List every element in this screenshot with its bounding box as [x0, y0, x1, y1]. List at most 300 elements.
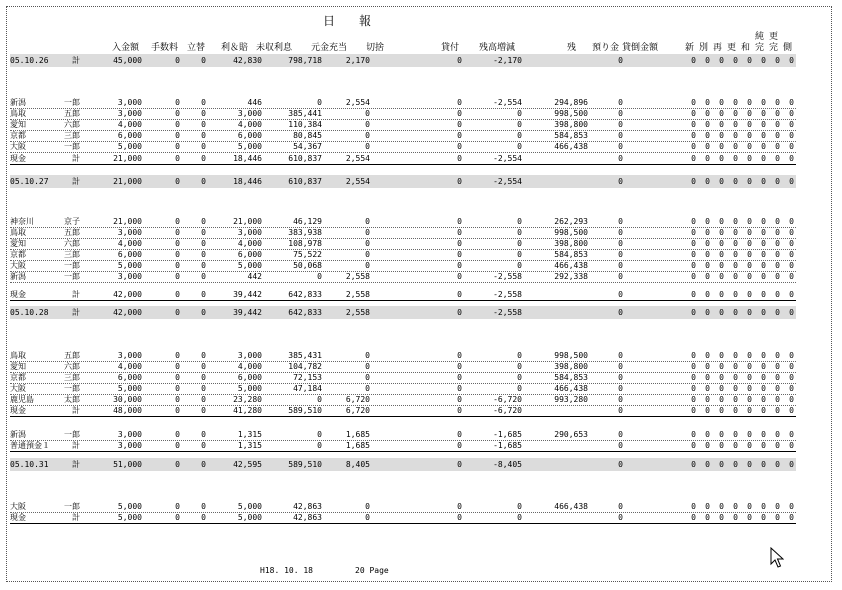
cell-loan: 0 [457, 177, 462, 186]
cell-cus: 0 [618, 154, 623, 163]
hdr-fee: 手数料 [151, 43, 179, 53]
cell-cus: 0 [618, 56, 623, 65]
cell-loan: 0 [457, 373, 462, 382]
cell-flag: 0 [691, 217, 696, 226]
cell-flag: 0 [789, 239, 794, 248]
cell-flag: 0 [775, 228, 780, 237]
cell-prin: 2,554 [345, 154, 370, 163]
cell-flag: 0 [719, 384, 724, 393]
cell-flag: 0 [789, 513, 794, 522]
cell-flag: 0 [733, 351, 738, 360]
cell-flag: 0 [789, 351, 794, 360]
cell-flag: 0 [747, 362, 752, 371]
cell-flag: 0 [719, 406, 724, 415]
cell-a: 05.10.26 [10, 56, 49, 65]
hdr-flag-upd: 更 [727, 43, 737, 53]
cell-a: 05.10.31 [10, 460, 49, 469]
cell-b: 計 [72, 154, 80, 163]
cell-flag: 0 [747, 98, 752, 107]
cell-prin: 6,720 [345, 406, 370, 415]
cell-unp: 0 [317, 441, 322, 450]
cell-flag: 0 [719, 56, 724, 65]
cell-adv: 0 [201, 460, 206, 469]
cell-dep: 42,000 [113, 308, 142, 317]
cell-adv: 0 [201, 395, 206, 404]
cell-flag: 0 [747, 142, 752, 151]
cell-flag: 0 [775, 441, 780, 450]
cell-prin: 0 [365, 261, 370, 270]
cell-flag: 0 [747, 290, 752, 299]
cell-flag: 0 [775, 290, 780, 299]
cell-chg: 0 [517, 362, 522, 371]
cell-flag: 0 [789, 142, 794, 151]
cell-flag: 0 [789, 131, 794, 140]
cell-unp: 0 [317, 98, 322, 107]
cell-flag: 0 [747, 177, 752, 186]
cell-flag: 0 [761, 384, 766, 393]
cell-adv: 0 [201, 362, 206, 371]
cell-dep: 21,000 [113, 154, 142, 163]
cell-unp: 0 [317, 272, 322, 281]
cell-prin: 2,554 [345, 98, 370, 107]
cell-bal: 466,438 [554, 384, 588, 393]
cell-a: 現金 [10, 406, 26, 415]
cell-flag: 0 [733, 290, 738, 299]
cell-flag: 0 [705, 502, 710, 511]
cell-unp: 589,510 [288, 460, 322, 469]
cell-intd: 4,000 [237, 239, 262, 248]
cell-adv: 0 [201, 120, 206, 129]
cell-intd: 446 [247, 98, 262, 107]
cell-prin: 0 [365, 131, 370, 140]
hdr-principal: 元金充当 [311, 43, 348, 53]
cell-flag: 0 [747, 217, 752, 226]
cell-a: 鳥取 [10, 351, 26, 360]
cell-b: 計 [72, 308, 80, 317]
cell-flag: 0 [747, 228, 752, 237]
cell-flag: 0 [733, 142, 738, 151]
cell-flag: 0 [761, 430, 766, 439]
cell-unp: 46,129 [293, 217, 322, 226]
cell-a: 愛知 [10, 120, 26, 129]
cell-a: 新潟 [10, 272, 26, 281]
cell-flag: 0 [691, 239, 696, 248]
cell-unp: 54,367 [293, 142, 322, 151]
cell-b: 計 [72, 441, 80, 450]
cell-a: 鳥取 [10, 228, 26, 237]
cell-adv: 0 [201, 351, 206, 360]
cell-dep: 3,000 [117, 109, 142, 118]
cell-flag: 0 [775, 217, 780, 226]
cell-intd: 5,000 [237, 513, 262, 522]
cell-intd: 6,000 [237, 373, 262, 382]
cell-dep: 3,000 [117, 228, 142, 237]
cell-adv: 0 [201, 441, 206, 450]
cell-flag: 0 [761, 308, 766, 317]
cell-b: 太郎 [64, 395, 80, 404]
cell-flag: 0 [789, 308, 794, 317]
cell-fee: 0 [175, 239, 180, 248]
cell-intd: 42,595 [233, 460, 262, 469]
cell-unp: 385,431 [288, 351, 322, 360]
cell-flag: 0 [775, 406, 780, 415]
cell-flag: 0 [733, 120, 738, 129]
cell-loan: 0 [457, 290, 462, 299]
cell-flag: 0 [705, 362, 710, 371]
cell-flag: 0 [719, 250, 724, 259]
hdr-flag-new: 新 [685, 43, 695, 53]
cell-flag: 0 [775, 502, 780, 511]
cell-intd: 18,446 [233, 177, 262, 186]
cell-flag: 0 [747, 441, 752, 450]
cell-chg: -2,558 [493, 290, 522, 299]
cell-prin: 0 [365, 109, 370, 118]
cell-flag: 0 [691, 502, 696, 511]
cell-flag: 0 [775, 351, 780, 360]
cell-flag: 0 [691, 272, 696, 281]
cell-flag: 0 [789, 290, 794, 299]
cell-loan: 0 [457, 430, 462, 439]
cell-bal: 398,800 [554, 362, 588, 371]
cell-unp: 610,837 [288, 177, 322, 186]
cell-flag: 0 [733, 98, 738, 107]
cell-fee: 0 [175, 228, 180, 237]
cell-a: 大阪 [10, 384, 26, 393]
cell-dep: 51,000 [113, 460, 142, 469]
cell-flag: 0 [719, 109, 724, 118]
cell-a: 普通預金１ [10, 441, 50, 450]
cell-flag: 0 [775, 131, 780, 140]
cell-cus: 0 [618, 217, 623, 226]
cell-intd: 41,280 [233, 406, 262, 415]
cell-fee: 0 [175, 406, 180, 415]
cell-bal: 466,438 [554, 502, 588, 511]
cell-cus: 0 [618, 120, 623, 129]
cell-flag: 0 [761, 373, 766, 382]
cell-adv: 0 [201, 384, 206, 393]
cell-b: 三郎 [64, 131, 80, 140]
cell-fee: 0 [175, 120, 180, 129]
cell-dep: 3,000 [117, 441, 142, 450]
cell-flag: 0 [761, 177, 766, 186]
cell-chg: 0 [517, 373, 522, 382]
cell-bal: 466,438 [554, 142, 588, 151]
cell-cus: 0 [618, 177, 623, 186]
cell-flag: 0 [705, 513, 710, 522]
subtotal-row [10, 405, 796, 417]
cell-flag: 0 [747, 109, 752, 118]
cell-flag: 0 [719, 351, 724, 360]
cell-flag: 0 [691, 362, 696, 371]
cell-fee: 0 [175, 384, 180, 393]
cell-a: 現金 [10, 154, 26, 163]
cell-flag: 0 [775, 308, 780, 317]
cell-chg: -1,685 [493, 430, 522, 439]
cell-prin: 6,720 [345, 395, 370, 404]
cell-intd: 442 [247, 272, 262, 281]
cell-chg: 0 [517, 228, 522, 237]
cell-flag: 0 [733, 131, 738, 140]
cell-flag: 0 [789, 373, 794, 382]
cell-flag: 0 [705, 154, 710, 163]
cell-intd: 42,830 [233, 56, 262, 65]
cell-flag: 0 [747, 250, 752, 259]
cell-unp: 42,863 [293, 513, 322, 522]
cell-flag: 0 [691, 384, 696, 393]
cell-cus: 0 [618, 142, 623, 151]
cell-flag: 0 [733, 154, 738, 163]
hdr-advance: 立替 [187, 43, 206, 53]
daily-summary-row [10, 306, 796, 319]
cell-chg: -6,720 [493, 395, 522, 404]
cell-chg: 0 [517, 513, 522, 522]
cell-a: 05.10.27 [10, 177, 49, 186]
cell-loan: 0 [457, 56, 462, 65]
cell-flag: 0 [761, 98, 766, 107]
daily-summary-row [10, 458, 796, 471]
cell-flag: 0 [691, 177, 696, 186]
cell-fee: 0 [175, 395, 180, 404]
cell-flag: 0 [789, 228, 794, 237]
cell-b: 五郎 [64, 109, 80, 118]
cell-flag: 0 [761, 272, 766, 281]
cell-fee: 0 [175, 460, 180, 469]
cell-flag: 0 [761, 56, 766, 65]
cell-flag: 0 [719, 290, 724, 299]
subtotal-row [10, 512, 796, 524]
cell-loan: 0 [457, 228, 462, 237]
cell-flag: 0 [733, 250, 738, 259]
cell-unp: 385,441 [288, 109, 322, 118]
cell-loan: 0 [457, 395, 462, 404]
cell-flag: 0 [761, 290, 766, 299]
cell-flag: 0 [733, 217, 738, 226]
cell-unp: 642,833 [288, 290, 322, 299]
cell-loan: 0 [457, 154, 462, 163]
cell-flag: 0 [691, 513, 696, 522]
cell-fee: 0 [175, 308, 180, 317]
cell-cus: 0 [618, 261, 623, 270]
cell-flag: 0 [719, 460, 724, 469]
cell-prin: 0 [365, 513, 370, 522]
cell-prin: 0 [365, 217, 370, 226]
cell-b: 六郎 [64, 120, 80, 129]
cell-a: 鹿児島 [10, 395, 34, 404]
cell-flag: 0 [733, 460, 738, 469]
mouse-pointer-icon [770, 547, 784, 569]
cell-flag: 0 [747, 406, 752, 415]
cell-prin: 2,558 [345, 308, 370, 317]
cell-flag: 0 [789, 98, 794, 107]
cell-flag: 0 [705, 308, 710, 317]
hdr-deposit: 入金額 [112, 43, 140, 53]
cell-cus: 0 [618, 290, 623, 299]
cell-unp: 0 [317, 430, 322, 439]
cell-loan: 0 [457, 272, 462, 281]
cell-loan: 0 [457, 142, 462, 151]
hdr-flag-upd2-top: 更 [769, 32, 779, 42]
cell-dep: 5,000 [117, 502, 142, 511]
cell-flag: 0 [733, 109, 738, 118]
cell-cus: 0 [618, 351, 623, 360]
cell-adv: 0 [201, 250, 206, 259]
cell-flag: 0 [761, 154, 766, 163]
cell-a: 京都 [10, 373, 26, 382]
cell-b: 計 [72, 460, 80, 469]
cell-intd: 39,442 [233, 308, 262, 317]
hdr-flag-done: 完 [755, 43, 765, 53]
cell-flag: 0 [747, 239, 752, 248]
cell-dep: 30,000 [113, 395, 142, 404]
cell-flag: 0 [719, 272, 724, 281]
hdr-interest-damage: 利＆賠 [221, 43, 249, 53]
cell-flag: 0 [789, 362, 794, 371]
cell-flag: 0 [789, 56, 794, 65]
table-row [10, 271, 796, 283]
cell-flag: 0 [775, 109, 780, 118]
cell-chg: 0 [517, 351, 522, 360]
cell-flag: 0 [719, 513, 724, 522]
cell-bal: 262,293 [554, 217, 588, 226]
hdr-loan: 貸付 [441, 43, 460, 53]
cell-a: 大阪 [10, 502, 26, 511]
cell-loan: 0 [457, 384, 462, 393]
cell-prin: 2,554 [345, 177, 370, 186]
cell-flag: 0 [705, 460, 710, 469]
cell-unp: 383,938 [288, 228, 322, 237]
cell-dep: 5,000 [117, 261, 142, 270]
cell-flag: 0 [789, 384, 794, 393]
cell-intd: 6,000 [237, 250, 262, 259]
cell-adv: 0 [201, 513, 206, 522]
cell-flag: 0 [719, 131, 724, 140]
cell-bal: 993,280 [554, 395, 588, 404]
cell-adv: 0 [201, 406, 206, 415]
cell-loan: 0 [457, 406, 462, 415]
cell-chg: 0 [517, 217, 522, 226]
cell-flag: 0 [733, 56, 738, 65]
cell-dep: 45,000 [113, 56, 142, 65]
cell-flag: 0 [761, 142, 766, 151]
cell-loan: 0 [457, 513, 462, 522]
cell-flag: 0 [733, 239, 738, 248]
cell-prin: 2,558 [345, 290, 370, 299]
cell-flag: 0 [691, 228, 696, 237]
cell-fee: 0 [175, 351, 180, 360]
cell-intd: 4,000 [237, 120, 262, 129]
cell-adv: 0 [201, 177, 206, 186]
cell-adv: 0 [201, 217, 206, 226]
cell-bal: 998,500 [554, 228, 588, 237]
cell-flag: 0 [733, 362, 738, 371]
cell-flag: 0 [775, 395, 780, 404]
cell-flag: 0 [775, 177, 780, 186]
cell-cus: 0 [618, 308, 623, 317]
cell-cus: 0 [618, 362, 623, 371]
cell-flag: 0 [705, 217, 710, 226]
cell-flag: 0 [761, 261, 766, 270]
cell-unp: 72,153 [293, 373, 322, 382]
cell-chg: 0 [517, 109, 522, 118]
cell-loan: 0 [457, 120, 462, 129]
cell-cus: 0 [618, 228, 623, 237]
cell-chg: 0 [517, 239, 522, 248]
cell-cus: 0 [618, 373, 623, 382]
cell-chg: -8,405 [493, 460, 522, 469]
cell-unp: 75,522 [293, 250, 322, 259]
cell-fee: 0 [175, 441, 180, 450]
cell-cus: 0 [618, 441, 623, 450]
cell-chg: -2,558 [493, 308, 522, 317]
cell-flag: 0 [705, 351, 710, 360]
cell-flag: 0 [747, 272, 752, 281]
cell-flag: 0 [705, 56, 710, 65]
cell-fee: 0 [175, 131, 180, 140]
cell-chg: 0 [517, 502, 522, 511]
cell-flag: 0 [719, 430, 724, 439]
cell-b: 五郎 [64, 228, 80, 237]
cell-flag: 0 [789, 430, 794, 439]
cell-flag: 0 [719, 261, 724, 270]
cell-fee: 0 [175, 362, 180, 371]
cell-a: 05.10.28 [10, 308, 49, 317]
cell-b: 京子 [64, 217, 80, 226]
cell-flag: 0 [719, 120, 724, 129]
cell-adv: 0 [201, 98, 206, 107]
hdr-flag-done-top: 純 [755, 32, 765, 42]
cell-flag: 0 [789, 154, 794, 163]
cell-flag: 0 [761, 217, 766, 226]
cell-flag: 0 [705, 384, 710, 393]
cell-loan: 0 [457, 217, 462, 226]
cell-b: 計 [72, 177, 80, 186]
cell-intd: 23,280 [233, 395, 262, 404]
hdr-flag-upd2: 完 [769, 43, 779, 53]
cell-unp: 110,384 [288, 120, 322, 129]
hdr-flag-wa: 和 [741, 43, 751, 53]
cell-intd: 3,000 [237, 109, 262, 118]
cell-fee: 0 [175, 502, 180, 511]
cell-flag: 0 [789, 502, 794, 511]
cell-intd: 5,000 [237, 142, 262, 151]
cell-cus: 0 [618, 250, 623, 259]
cell-flag: 0 [761, 395, 766, 404]
cell-b: 一郎 [64, 430, 80, 439]
cell-unp: 80,845 [293, 131, 322, 140]
cell-fee: 0 [175, 154, 180, 163]
cell-flag: 0 [719, 177, 724, 186]
cell-fee: 0 [175, 56, 180, 65]
cell-dep: 4,000 [117, 120, 142, 129]
cell-flag: 0 [761, 131, 766, 140]
cell-a: 京都 [10, 131, 26, 140]
cell-unp: 642,833 [288, 308, 322, 317]
cell-dep: 3,000 [117, 98, 142, 107]
subtotal-row [10, 289, 796, 301]
cell-loan: 0 [457, 460, 462, 469]
cell-unp: 610,837 [288, 154, 322, 163]
cell-flag: 0 [733, 406, 738, 415]
cell-flag: 0 [775, 384, 780, 393]
cell-flag: 0 [705, 395, 710, 404]
cell-cus: 0 [618, 272, 623, 281]
cell-flag: 0 [789, 460, 794, 469]
cell-adv: 0 [201, 373, 206, 382]
cell-flag: 0 [733, 272, 738, 281]
cell-dep: 4,000 [117, 362, 142, 371]
cell-flag: 0 [747, 430, 752, 439]
cell-loan: 0 [457, 308, 462, 317]
